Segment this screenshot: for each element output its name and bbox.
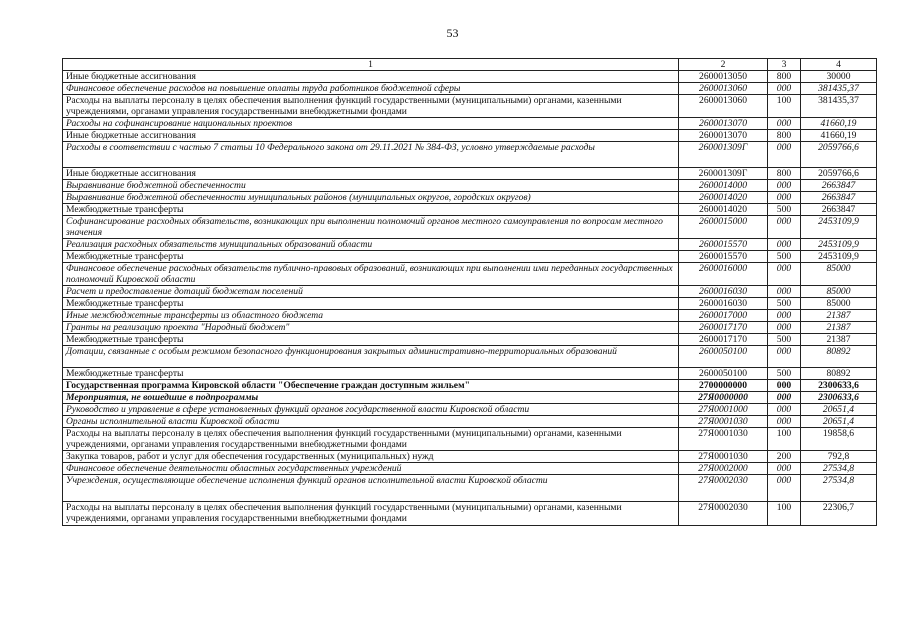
row-vr-cell: 000 [768, 416, 801, 428]
row-csr-cell: 2600016000 [679, 263, 768, 286]
row-csr-cell: 2600013060 [679, 95, 768, 118]
row-csr-cell: 2700000000 [679, 380, 768, 392]
row-name-cell: Иные бюджетные ассигнования [63, 130, 679, 142]
row-name-cell: Расходы на выплаты персоналу в целях обеспечения выполнения функций государственными (муниципальными) органами, казенными учреждениями, органами управления государственными внебюджетными фондами [63, 502, 679, 526]
row-sum-cell: 80892 [801, 368, 877, 380]
header-col-4: 4 [801, 59, 877, 71]
row-name-cell: Финансовое обеспечение расходных обязательств публично-правовых образований, возникающих при выполнении ими переданных государственных полномочий Кировской области [63, 263, 679, 286]
row-vr-cell: 000 [768, 322, 801, 334]
header-col-2: 2 [679, 59, 768, 71]
row-sum-cell: 80892 [801, 346, 877, 368]
row-sum-cell: 381435,37 [801, 83, 877, 95]
table-row [63, 130, 877, 142]
table-row [63, 168, 877, 180]
row-name-cell: Реализация расходных обязательств муниципальных образований области [63, 239, 679, 251]
row-vr-cell: 000 [768, 263, 801, 286]
row-name-cell: Закупка товаров, работ и услуг для обеспечения государственных (муниципальных) нужд [63, 451, 679, 463]
row-sum-cell: 2663847 [801, 192, 877, 204]
row-sum-cell: 22306,7 [801, 502, 877, 526]
row-name-cell: Финансовое обеспечение деятельности областных государственных учреждений [63, 463, 679, 475]
row-name-cell: Иные бюджетные ассигнования [63, 71, 679, 83]
row-sum-cell: 27534,8 [801, 475, 877, 502]
row-csr-cell: 2600015570 [679, 239, 768, 251]
row-vr-cell: 000 [768, 142, 801, 168]
table-row [63, 83, 877, 95]
row-csr-cell: 27Я0001030 [679, 428, 768, 451]
row-vr-cell: 000 [768, 463, 801, 475]
row-sum-cell: 19858,6 [801, 428, 877, 451]
table-row [63, 118, 877, 130]
row-name-cell: Межбюджетные трансферты [63, 368, 679, 380]
row-name-cell: Межбюджетные трансферты [63, 298, 679, 310]
row-vr-cell: 500 [768, 334, 801, 346]
table-row [63, 192, 877, 204]
row-vr-cell: 000 [768, 475, 801, 502]
table-row [63, 416, 877, 428]
row-vr-cell: 100 [768, 502, 801, 526]
table-row [63, 298, 877, 310]
row-name-cell: Межбюджетные трансферты [63, 334, 679, 346]
row-csr-cell: 27Я0000000 [679, 392, 768, 404]
row-csr-cell: 27Я0002000 [679, 463, 768, 475]
row-name-cell: Учреждения, осуществляющие обеспечение исполнения функций органов исполнительной власти Кировской области [63, 475, 679, 502]
row-csr-cell: 2600015570 [679, 251, 768, 263]
row-sum-cell: 21387 [801, 334, 877, 346]
row-sum-cell: 30000 [801, 71, 877, 83]
row-csr-cell: 2600016030 [679, 286, 768, 298]
row-vr-cell: 800 [768, 168, 801, 180]
table-row [63, 251, 877, 263]
row-name-cell: Софинансирование расходных обязательств, возникающих при выполнении полномочий органов местного самоуправления по вопросам местного значения [63, 216, 679, 239]
row-csr-cell: 2600013070 [679, 130, 768, 142]
row-csr-cell: 2600013060 [679, 83, 768, 95]
row-vr-cell: 100 [768, 428, 801, 451]
row-sum-cell: 2453109,9 [801, 251, 877, 263]
row-sum-cell: 85000 [801, 286, 877, 298]
row-vr-cell: 000 [768, 404, 801, 416]
row-name-cell: Мероприятия, не вошедшие в подпрограммы [63, 392, 679, 404]
table-row [63, 204, 877, 216]
row-name-cell: Дотации, связанные с особым режимом безопасного функционирования закрытых административно-территориальных образований [63, 346, 679, 368]
row-sum-cell: 2300633,6 [801, 392, 877, 404]
row-sum-cell: 2453109,9 [801, 216, 877, 239]
row-csr-cell: 2600013070 [679, 118, 768, 130]
row-sum-cell: 2059766,6 [801, 142, 877, 168]
row-vr-cell: 000 [768, 216, 801, 239]
row-csr-cell: 260001309Г [679, 168, 768, 180]
table-row [63, 463, 877, 475]
row-csr-cell: 2600014020 [679, 204, 768, 216]
row-vr-cell: 000 [768, 310, 801, 322]
row-vr-cell: 200 [768, 451, 801, 463]
row-csr-cell: 2600015000 [679, 216, 768, 239]
row-vr-cell: 800 [768, 130, 801, 142]
table-row [63, 334, 877, 346]
row-vr-cell: 100 [768, 95, 801, 118]
row-vr-cell: 500 [768, 204, 801, 216]
table-row [63, 392, 877, 404]
row-csr-cell: 2600017000 [679, 310, 768, 322]
row-name-cell: Выравнивание бюджетной обеспеченности муниципальных районов (муниципальных округов, городских округов) [63, 192, 679, 204]
row-csr-cell: 2600050100 [679, 346, 768, 368]
row-name-cell: Расчет и предоставление дотаций бюджетам поселений [63, 286, 679, 298]
row-name-cell: Расходы в соответствии с частью 7 статьи 10 Федерального закона от 29.11.2021 № 384-ФЗ, условно утверждаемые расходы [63, 142, 679, 168]
table-row [63, 95, 877, 118]
table-header-row [63, 59, 877, 71]
row-csr-cell: 260001309Г [679, 142, 768, 168]
row-name-cell: Расходы на софинансирование национальных проектов [63, 118, 679, 130]
row-sum-cell: 21387 [801, 310, 877, 322]
row-sum-cell: 85000 [801, 263, 877, 286]
row-name-cell: Финансовое обеспечение расходов на повышение оплаты труда работников бюджетной сферы [63, 83, 679, 95]
row-sum-cell: 2453109,9 [801, 239, 877, 251]
row-name-cell: Расходы на выплаты персоналу в целях обеспечения выполнения функций государственными (муниципальными) органами, казенными учреждениями, органами управления государственными внебюджетными фондами [63, 95, 679, 118]
row-vr-cell: 500 [768, 368, 801, 380]
row-csr-cell: 27Я0001030 [679, 451, 768, 463]
row-sum-cell: 20651,4 [801, 416, 877, 428]
row-name-cell: Органы исполнительной власти Кировской области [63, 416, 679, 428]
row-name-cell: Расходы на выплаты персоналу в целях обеспечения выполнения функций государственными (муниципальными) органами, казенными учреждениями, органами управления государственными внебюджетными фондами [63, 428, 679, 451]
row-vr-cell: 000 [768, 286, 801, 298]
row-sum-cell: 2059766,6 [801, 168, 877, 180]
row-vr-cell: 000 [768, 83, 801, 95]
row-sum-cell: 21387 [801, 322, 877, 334]
row-csr-cell: 27Я0002030 [679, 502, 768, 526]
table-row [63, 286, 877, 298]
row-name-cell: Иные бюджетные ассигнования [63, 168, 679, 180]
row-vr-cell: 000 [768, 346, 801, 368]
table-row [63, 142, 877, 168]
table-row [63, 263, 877, 286]
table-row [63, 322, 877, 334]
table-row [63, 428, 877, 451]
row-name-cell: Государственная программа Кировской области "Обеспечение граждан доступным жильем" [63, 380, 679, 392]
row-csr-cell: 2600050100 [679, 368, 768, 380]
row-vr-cell: 000 [768, 239, 801, 251]
table-row [63, 310, 877, 322]
row-sum-cell: 85000 [801, 298, 877, 310]
row-csr-cell: 27Я0001030 [679, 416, 768, 428]
budget-table [62, 58, 877, 526]
row-vr-cell: 500 [768, 298, 801, 310]
table-row [63, 368, 877, 380]
row-csr-cell: 27Я0001000 [679, 404, 768, 416]
row-csr-cell: 2600017170 [679, 334, 768, 346]
table-row [63, 380, 877, 392]
table-row [63, 216, 877, 239]
row-vr-cell: 000 [768, 180, 801, 192]
row-name-cell: Иные межбюджетные трансферты из областного бюджета [63, 310, 679, 322]
table-row [63, 239, 877, 251]
table-row [63, 180, 877, 192]
table-row [63, 451, 877, 463]
row-csr-cell: 2600013050 [679, 71, 768, 83]
table-row [63, 71, 877, 83]
row-vr-cell: 000 [768, 380, 801, 392]
row-sum-cell: 2663847 [801, 180, 877, 192]
row-sum-cell: 41660,19 [801, 130, 877, 142]
table-row [63, 346, 877, 368]
row-sum-cell: 27534,8 [801, 463, 877, 475]
row-vr-cell: 000 [768, 118, 801, 130]
row-csr-cell: 2600016030 [679, 298, 768, 310]
row-name-cell: Межбюджетные трансферты [63, 251, 679, 263]
header-col-3: 3 [768, 59, 801, 71]
table-row [63, 475, 877, 502]
row-name-cell: Руководство и управление в сфере установленных функций органов государственной власти Кировской области [63, 404, 679, 416]
row-csr-cell: 27Я0002030 [679, 475, 768, 502]
page-number: 53 [446, 26, 459, 40]
row-sum-cell: 41660,19 [801, 118, 877, 130]
row-vr-cell: 000 [768, 192, 801, 204]
row-name-cell: Гранты на реализацию проекта "Народный бюджет" [63, 322, 679, 334]
row-sum-cell: 20651,4 [801, 404, 877, 416]
header-col-1: 1 [63, 59, 679, 71]
row-csr-cell: 2600014000 [679, 180, 768, 192]
row-csr-cell: 2600017170 [679, 322, 768, 334]
row-csr-cell: 2600014020 [679, 192, 768, 204]
row-sum-cell: 381435,37 [801, 95, 877, 118]
row-vr-cell: 000 [768, 392, 801, 404]
row-name-cell: Выравнивание бюджетной обеспеченности [63, 180, 679, 192]
row-sum-cell: 2663847 [801, 204, 877, 216]
row-vr-cell: 800 [768, 71, 801, 83]
row-sum-cell: 792,8 [801, 451, 877, 463]
table-row [63, 502, 877, 526]
row-vr-cell: 500 [768, 251, 801, 263]
row-name-cell: Межбюджетные трансферты [63, 204, 679, 216]
table-row [63, 404, 877, 416]
row-sum-cell: 2300633,6 [801, 380, 877, 392]
